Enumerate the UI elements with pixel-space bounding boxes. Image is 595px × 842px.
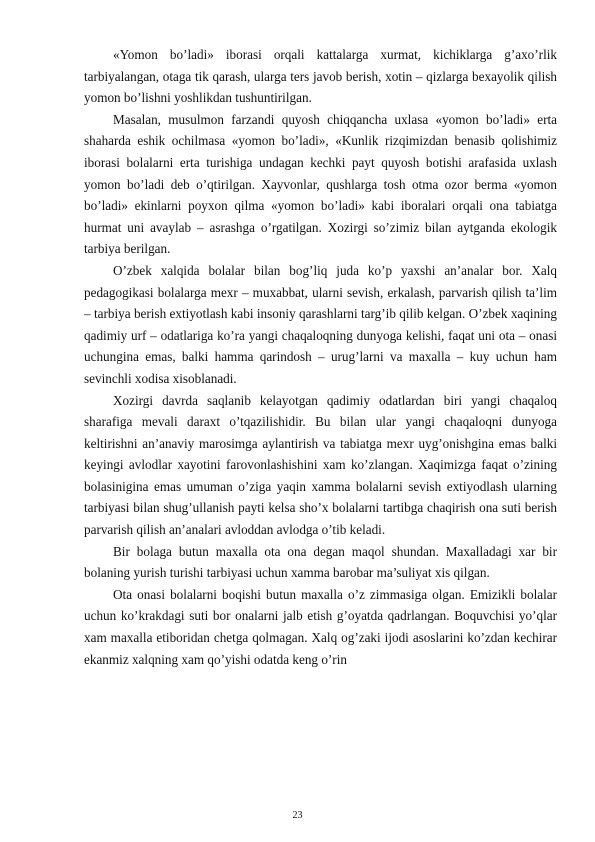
paragraph-6: Ota onasi bolalarni boqishi butun maxalla o’z zimmasiga olgan. Emizikli bolalar uchun ko’krakdagi suti bor onalarni jalb etish g’oyatda qadrlangan. Boquvchisi yo’qlar xam maxalla etiboridan chetga qolmagan. Xalq og’zaki ijodi asoslarini ko’zdan kechirar ekanmiz xalqning xam qo’yishi odatda keng o’rin: [84, 586, 557, 667]
paragraph-5: Bir bolaga butun maxalla ota ona degan maqol shundan. Maxalladagi xar bir bolaning yurish turishi tarbiyasi uchun xamma barobar ma’suliyat xis qilgan.: [84, 543, 557, 581]
document-body: [84, 44, 557, 670]
paragraph-3: O’zbek xalqida bolalar bilan bog’liq juda ko’p yaxshi an’analar bor. Xalq pedagogikasi bolalarga mexr – muxabbat, ularni sevish, erkalash, parvarish qilish ta’lim – tarbiya berish extiyotlash kabi insoniy qarashlarni targ’ib qilib kelgan. O’zbek xaqining qadimiy urf – odatlariga ko’ra yangi chaqaloqning dunyoga kelishi, faqat uni ota – onasi uchungina emas, balki hamma qarindosh – urug’larni va maxalla – kuy uchun ham sevinchli xodisa xisoblanadi.: [84, 262, 557, 386]
page-number: 23: [292, 810, 303, 821]
paragraph-2: Masalan, musulmon farzandi quyosh chiqqancha uxlasa «yomon bo’ladi» erta shaharda eshik ochilmasa «yomon bo’ladi», «Kunlik rizqimizdan benasib qolishimiz iborasi bolalarni erta turishiga undagan kechki payt quyosh botishi arafasida uxlash yomon bo’ladi deb o’qtirilgan. Xayvonlar, qushlarga tosh otma ozor berma «yomon bo’ladi» ekinlarni poyxon qilma «yomon bo’ladi» kabi iboralari orqali ona tabiatga hurmat uni avaylab – asrashga o’rgatilgan. Xozirgi so’zimiz bilan aytganda ekologik tarbiya berilgan.: [84, 111, 557, 257]
paragraph-4: Xozirgi davrda saqlanib kelayotgan qadimiy odatlardan biri yangi chaqaloq sharafiga mevali daraxt o’tqazilishidir. Bu bilan ular yangi chaqaloqni dunyoga keltirishni an’anaviy marosimga aylantirish va tabiatga mexr uyg’onishgina emas balki keyingi avlodlar xayotini farovonlashishini xam ko’zlangan. Xaqimizga faqat o’zining bolasinigina emas umuman o’ziga yaqin xamma bolalarni sevish extiyodlash ularning tarbiyasi bilan shug’ullanish payti kelsa sho’x bolalarni tartibga chaqirish ona suti berish parvarish qilish an’analari avloddan avlodga o’tib keladi.: [84, 392, 557, 538]
paragraph-1: «Yomon bo’ladi» iborasi orqali kattalarga xurmat, kichiklarga g’axo’rlik tarbiyalangan, otaga tik qarash, ularga ters javob berish, xotin – qizlarga bexayolik qilish yomon bo’lishni yoshlikdan tushuntirilgan.: [84, 47, 557, 106]
